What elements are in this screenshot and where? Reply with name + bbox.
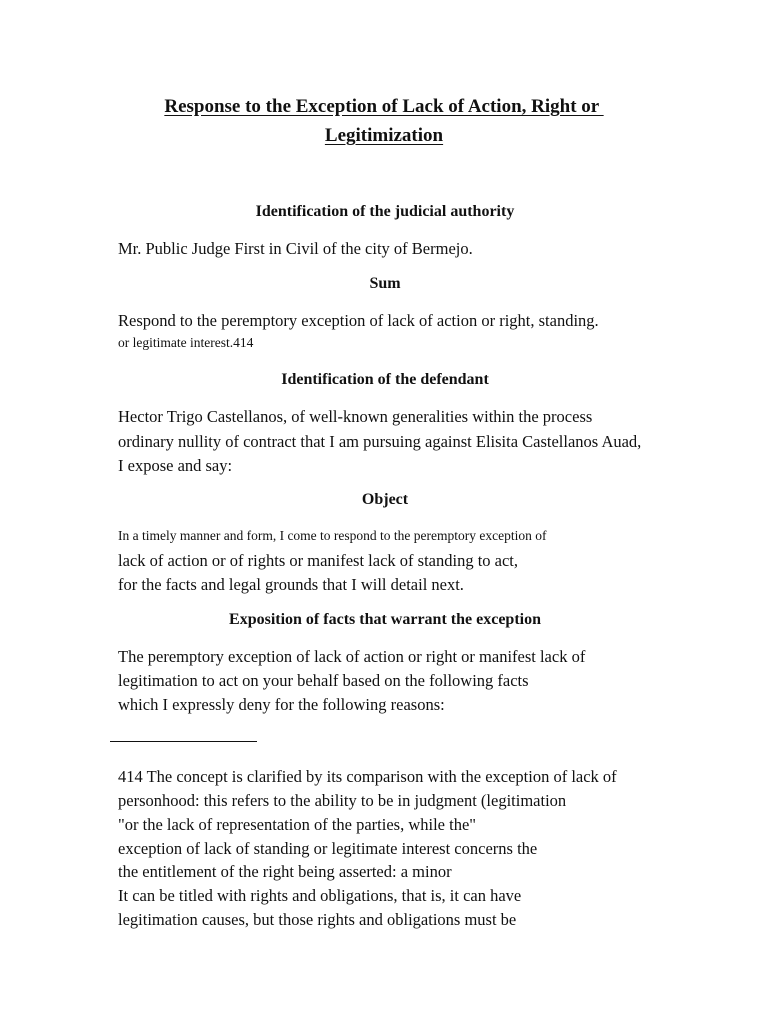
footnote-line-5: the entitlement of the right being asserted: a minor — [118, 862, 452, 881]
document-title-line-2: Legitimization — [324, 125, 444, 146]
footnote-line-2: personhood: this refers to the ability to be in judgment (legitimation — [118, 791, 567, 810]
heading-defendant: Identification of the defendant — [281, 371, 489, 388]
footnote-line-4: exception of lack of standing or legitimate interest concerns the — [118, 839, 538, 858]
heading-judicial-authority: Identification of the judicial authority — [255, 203, 515, 220]
facts-text-line-3: which I expressly deny for the following reasons: — [118, 695, 445, 714]
object-text-line-3: for the facts and legal grounds that I will detail next. — [118, 575, 464, 594]
footnote-separator — [110, 741, 257, 742]
facts-text-line-1: The peremptory exception of lack of action or right or manifest lack of — [118, 647, 586, 666]
footnote-line-7: legitimation causes, but those rights and obligations must be — [118, 910, 517, 929]
heading-object: Object — [361, 491, 409, 508]
sum-text-line-1: Respond to the peremptory exception of lack of action or right, standing. — [118, 311, 599, 330]
object-text-line-1: In a timely manner and form, I come to respond to the peremptory exception of — [118, 528, 547, 543]
heading-sum: Sum — [369, 275, 401, 292]
defendant-text-line-3: I expose and say: — [118, 456, 233, 475]
facts-text-line-2: legitimation to act on your behalf based on the following facts — [118, 671, 529, 690]
object-text-line-2: lack of action or of rights or manifest lack of standing to act, — [118, 551, 519, 570]
heading-facts: Exposition of facts that warrant the exception — [229, 611, 541, 628]
defendant-text-line-1: Hector Trigo Castellanos, of well-known generalities within the process — [118, 407, 593, 426]
footnote-line-6: It can be titled with rights and obligations, that is, it can have — [118, 886, 522, 905]
defendant-text-line-2: ordinary nullity of contract that I am pursuing against Elisita Castellanos Auad, — [118, 432, 642, 451]
sum-text-line-2: or legitimate interest.414 — [118, 335, 254, 350]
footnote-line-1: 414 The concept is clarified by its comparison with the exception of lack of — [118, 767, 617, 786]
document-title-line-1: Response to the Exception of Lack of Action, Right or — [164, 96, 604, 117]
judicial-authority-text: Mr. Public Judge First in Civil of the city of Bermejo. — [118, 239, 473, 258]
footnote-line-3: "or the lack of representation of the parties, while the" — [118, 815, 477, 834]
